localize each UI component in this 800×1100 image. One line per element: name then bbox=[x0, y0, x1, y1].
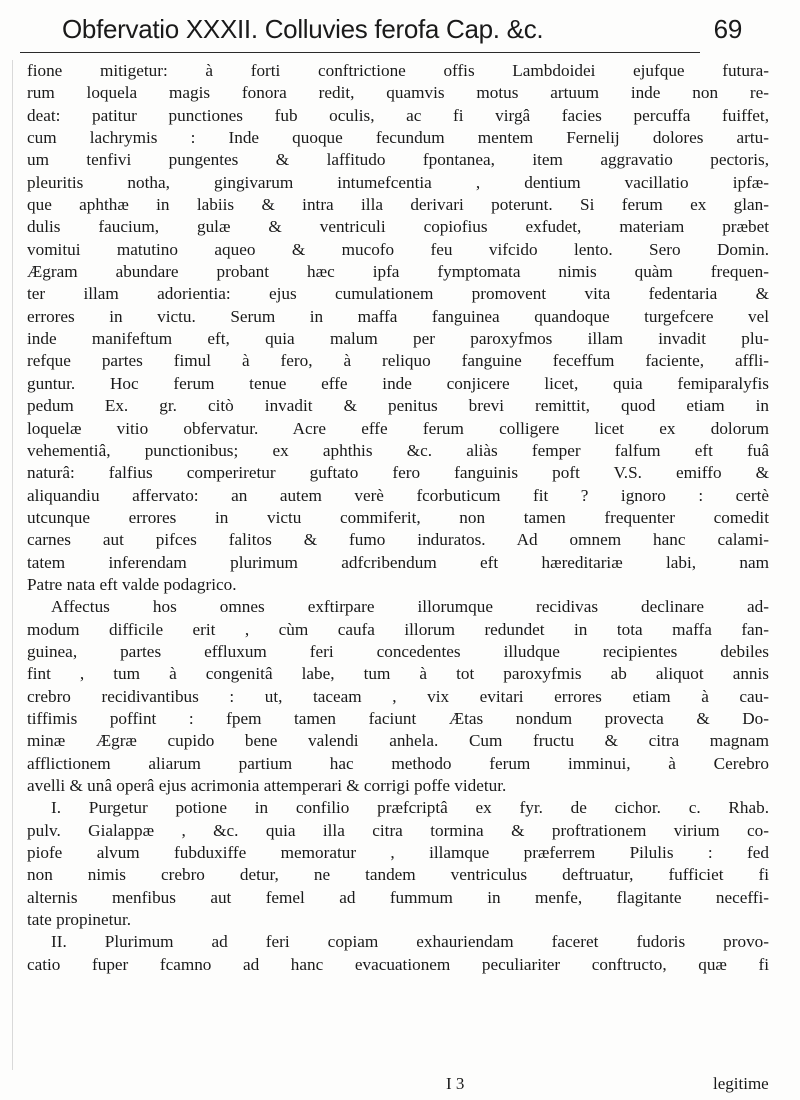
text-line: pedum Ex. gr. citò invadit & penitus brevi remittit, quod etiam in bbox=[27, 396, 769, 416]
text-line: piofe alvum fubduxiffe memoratur , illamque præferrem Pilulis : fed bbox=[27, 843, 769, 863]
signature-mark: I 3 bbox=[446, 1074, 465, 1093]
text-line: I. Purgetur potione in confilio præfcriptâ ex fyr. de cichor. c. Rhab. bbox=[51, 798, 769, 818]
text-line: deat: patitur punctiones fub oculis, ac fi virgâ facies percuffa fuiffet, bbox=[27, 105, 769, 125]
text-line: modum difficile erit , cùm caufa illorum redundet in tota maffa fan- bbox=[27, 619, 769, 639]
text-line: pleuritis notha, gingivarum intumefcentia , dentium vacillatio ipfæ- bbox=[27, 172, 769, 192]
text-line: fione mitigetur: à forti conftrictione offis Lambdoidei ejufque futura- bbox=[27, 61, 769, 80]
text-line: avelli & unâ operâ ejus acrimonia attemperari & corrigi poffe videtur. bbox=[27, 776, 507, 795]
text-line: dulis faucium, gulæ & ventriculi copiofius exfudet, materiam præbet bbox=[27, 217, 769, 237]
text-line: tatem inferendam plurimum adfcribendum eft hæreditariæ labi, nam bbox=[27, 552, 769, 572]
text-line: alternis menfibus aut femel ad fummum in menfe, flagitante neceffi- bbox=[27, 887, 769, 907]
text-line: Patre nata eft valde podagrico. bbox=[27, 574, 237, 594]
text-line: non nimis crebro detur, ne tandem ventriculus deftruatur, fufficiet fi bbox=[27, 865, 769, 885]
text-line: carnes aut pifces falitos & fumo induratos. Ad omnem hanc calami- bbox=[27, 530, 769, 550]
text-line: afflictionem aliarum partium hac methodo ferum imminui, à Cerebro bbox=[27, 753, 769, 773]
text-line: pulv. Gialappæ , &c. quia illa citra tormina & proftrationem virium co- bbox=[27, 820, 769, 840]
text-line: um tenfivi pungentes & laffitudo fpontanea, item aggravatio pectoris, bbox=[27, 150, 769, 170]
text-line: tiffimis poffint : fpem tamen faciunt Ætas nondum provecta & Do- bbox=[27, 708, 769, 728]
text-line: que aphthæ in labiis & intra illa derivari poterunt. Si ferum ex glan- bbox=[27, 195, 769, 215]
text-line: aliquandiu affervato: an autem verè fcorbuticum fit ? ignoro : certè bbox=[27, 485, 769, 505]
catchword: legitime bbox=[713, 1074, 769, 1093]
text-line: inde manifeftum eft, quia malum per paroxyfmos illam invadit plu- bbox=[27, 329, 769, 349]
text-line: vomitui matutino aqueo & mucofo feu vifcido lento. Sero Domin. bbox=[27, 239, 769, 259]
header-rule bbox=[20, 52, 700, 53]
text-line: cum lachrymis : Inde quoque fecundum mentem Fernelij dolores artu- bbox=[27, 128, 769, 148]
text-line: guntur. Hoc ferum tenue effe inde conjicere licet, quia femiparalyfis bbox=[27, 373, 769, 393]
page-number: 69 bbox=[713, 14, 742, 44]
text-line: naturâ: falfius comperiretur guftato fero fanguinis poft V.S. emiffo & bbox=[27, 463, 769, 483]
text-line: rum loquela magis fonora redit, quamvis motus artuum inde non re- bbox=[27, 83, 769, 103]
text-line: vehementiâ, punctionibus; ex aphthis &c. aliàs femper falfum eft fuâ bbox=[27, 440, 769, 460]
text-line: refque partes fimul à fero, à reliquo fanguine feceffum faciente, affli- bbox=[27, 351, 769, 371]
text-line: minæ Ægræ cupido bene valendi anhela. Cum fructu & citra magnam bbox=[27, 731, 769, 751]
text-line: II. Plurimum ad feri copiam exhauriendam faceret fudoris provo- bbox=[51, 932, 769, 952]
text-line: ter illam adorientia: ejus cumulationem promovent vita fedentaria & bbox=[27, 284, 769, 304]
page-edge-shadow bbox=[12, 60, 13, 1070]
text-line: Affectus hos omnes exftirpare illorumque recidivas declinare ad- bbox=[51, 597, 769, 617]
text-line: Ægram abundare probant hæc ipfa fymptomata nimis quàm frequen- bbox=[27, 262, 769, 282]
text-line: crebro recidivantibus : ut, taceam , vix evitari errores etiam à cau- bbox=[27, 686, 769, 706]
text-line: loquelæ vitio obfervatur. Acre effe ferum colligere licet ex dolorum bbox=[27, 418, 769, 438]
text-line: errores in victu. Serum in maffa fanguinea quandoque turgefcere vel bbox=[27, 306, 769, 326]
text-line: guinea, partes effluxum feri concedentes illudque recipientes debiles bbox=[27, 641, 769, 661]
text-line: fint , tum à congenitâ labe, tum à tot paroxyfmis ab aliquot annis bbox=[27, 664, 769, 684]
text-line: tate propinetur. bbox=[27, 910, 132, 930]
body-text bbox=[27, 60, 769, 976]
text-line: utcunque errores in victu commiferit, non tamen frequenter comedit bbox=[27, 507, 769, 527]
running-header bbox=[62, 14, 742, 56]
running-head-title: Obfervatio XXXII. Colluvies ferofa Cap. &c. bbox=[62, 14, 544, 44]
text-line: catio fuper fcamno ad hanc evacuationem peculiariter conftructo, quæ fi bbox=[27, 954, 769, 974]
